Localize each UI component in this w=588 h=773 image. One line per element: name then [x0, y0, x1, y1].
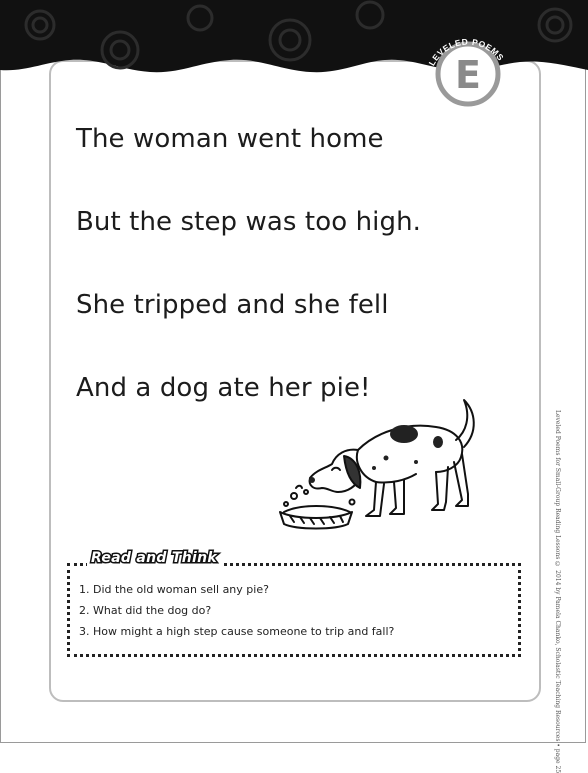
dog-eating-pie-illustration — [266, 392, 496, 534]
question-item: 1. Did the old woman sell any pie? — [79, 583, 269, 596]
poem-line: And a dog ate her pie! — [76, 373, 371, 403]
level-badge — [413, 18, 523, 108]
poem-line: The woman went home — [76, 124, 384, 154]
level-letter: E — [455, 53, 481, 97]
question-item: 3. How might a high step cause someone to trip and fall? — [79, 625, 395, 638]
question-item: 2. What did the dog do? — [79, 604, 212, 617]
read-and-think-title: Read and Think — [87, 550, 221, 566]
copyright-credit: Leveled Poems for Small-Group Reading Lessons © 2014 by Pamela Chanko, Scholastic Teaching Resources • page 25 — [554, 410, 561, 773]
poem-line: She tripped and she fell — [76, 290, 389, 320]
series-label: LEVELED POEMS — [426, 36, 507, 68]
poem-line: But the step was too high. — [76, 207, 422, 237]
question-list — [79, 579, 394, 642]
